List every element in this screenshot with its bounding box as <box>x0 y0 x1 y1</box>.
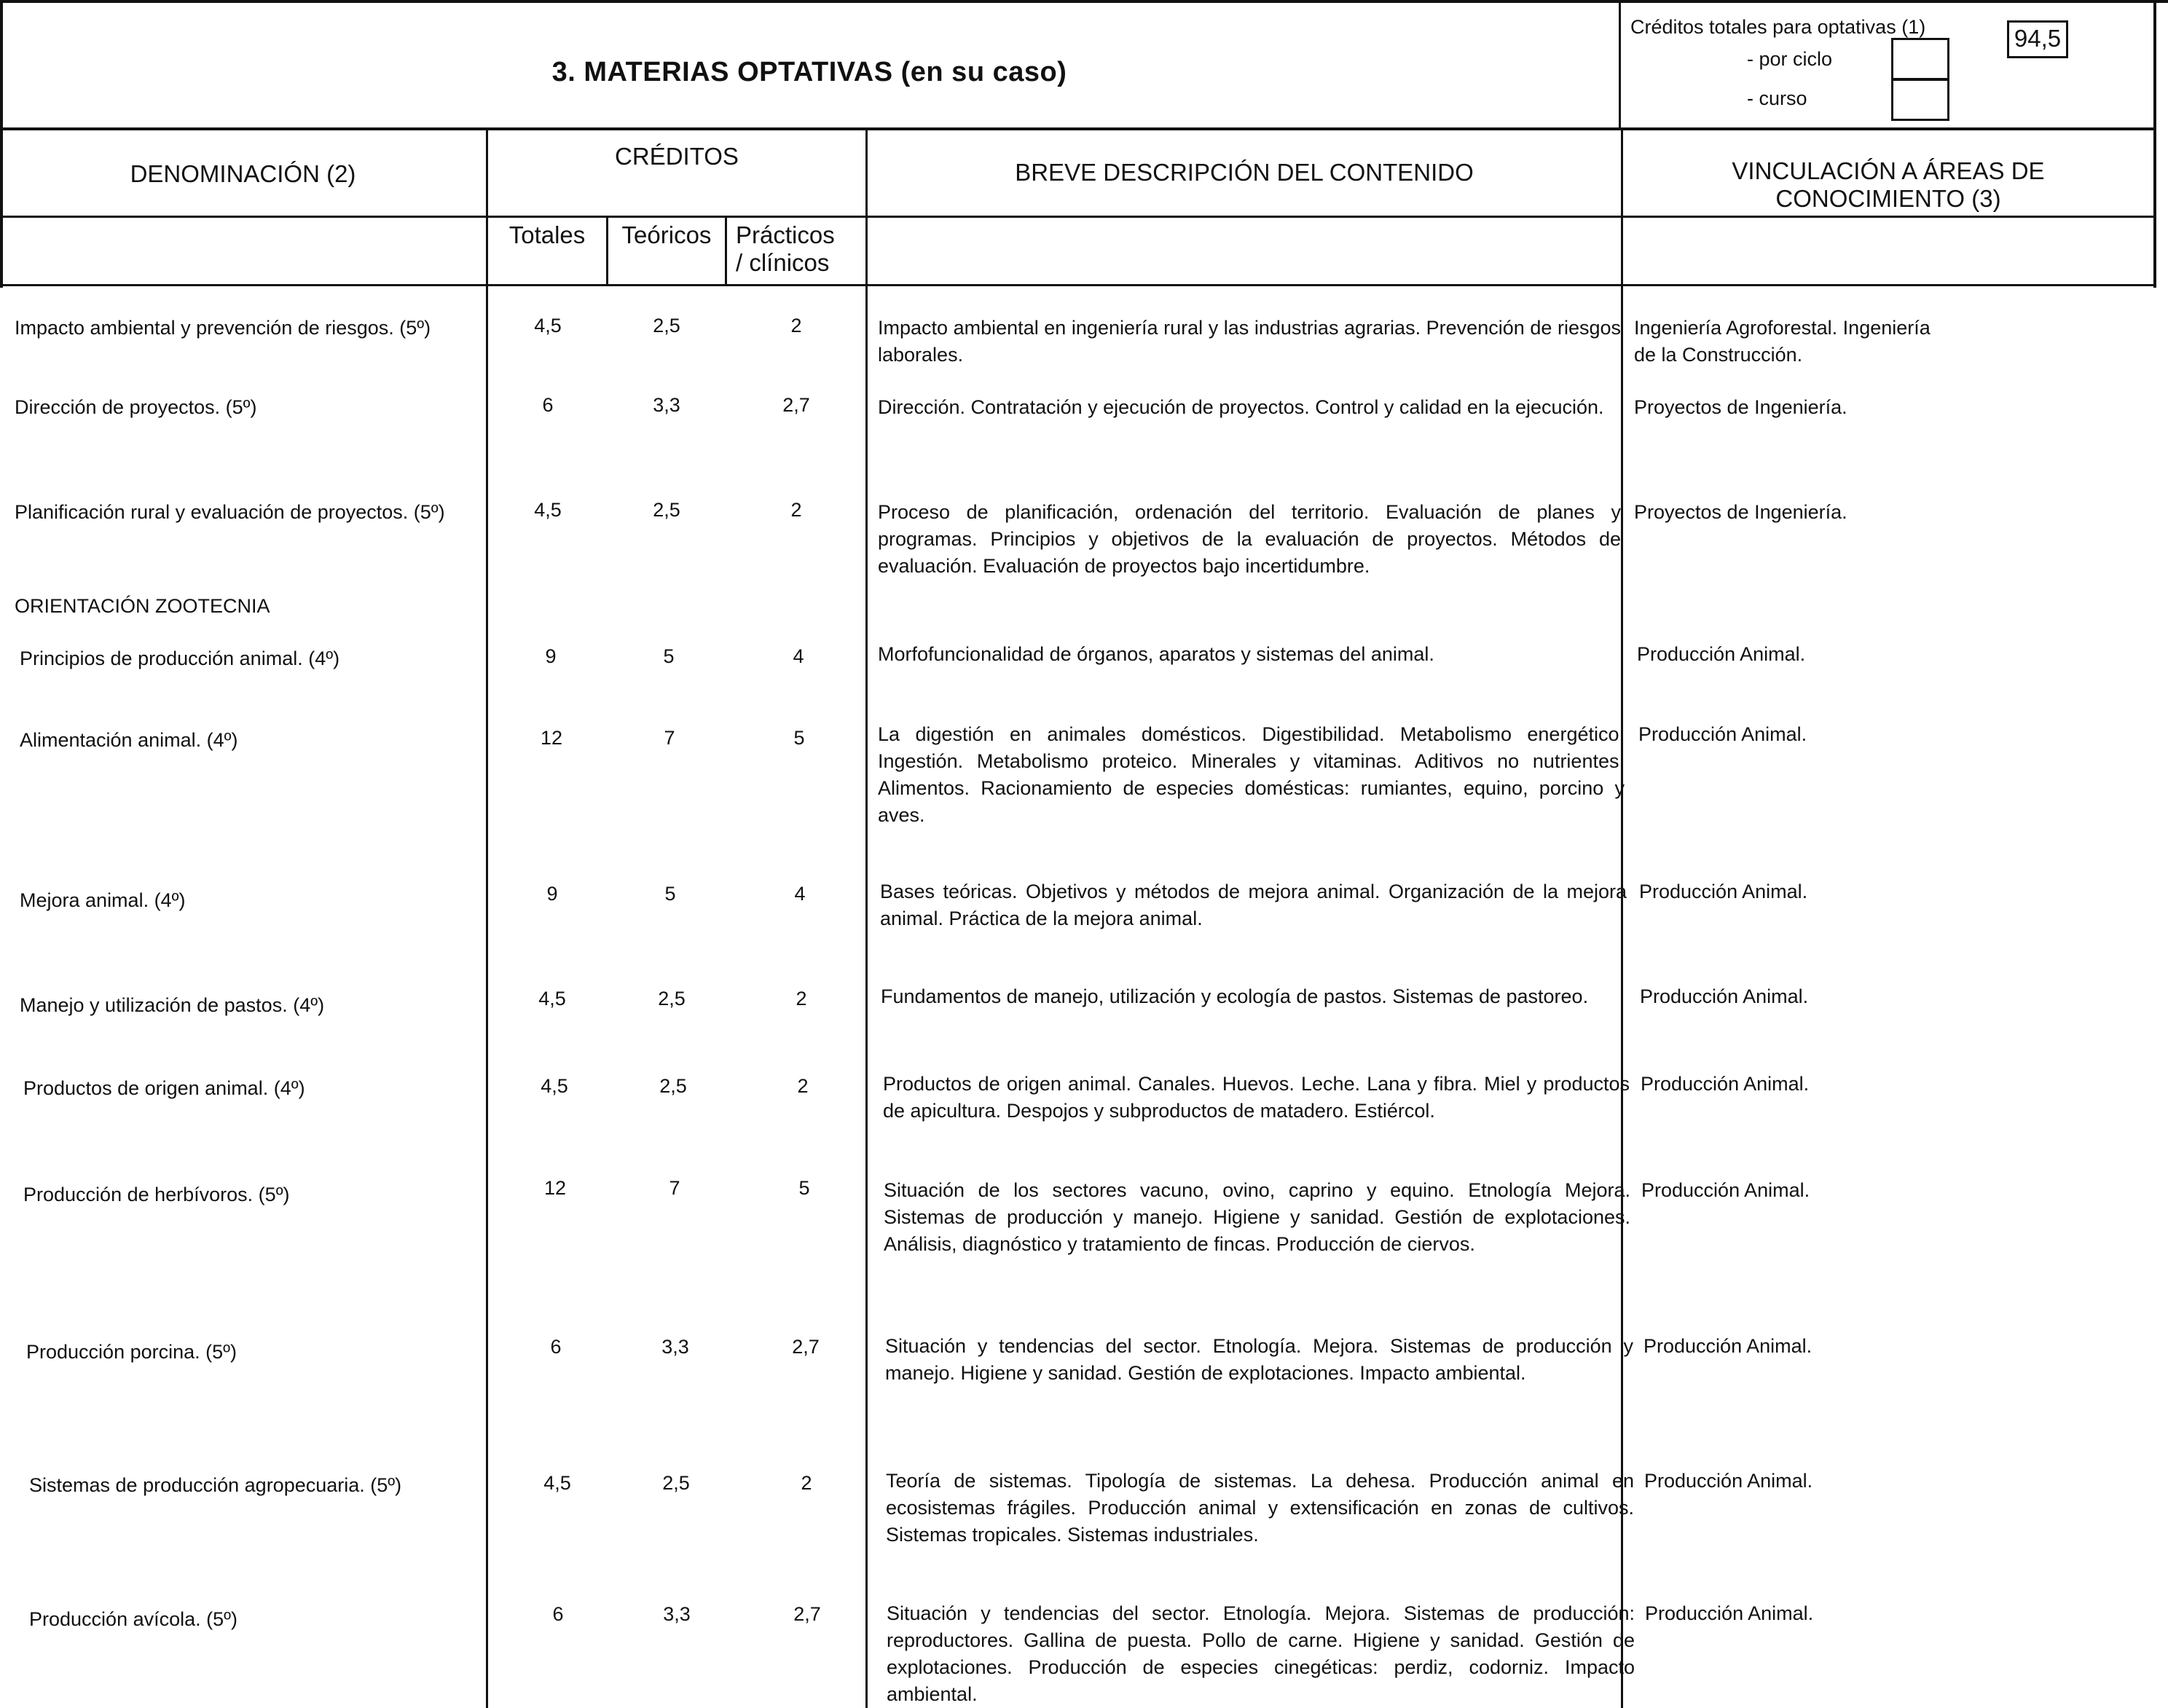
row-denominacion: Mejora animal. (4º) <box>20 889 186 911</box>
creditos-totales-label: Créditos totales para optativas (1) <box>1630 16 1926 38</box>
row-area: Producción Animal. <box>1639 881 1808 902</box>
row-totales: 9 <box>546 883 558 905</box>
row-totales: 6 <box>542 394 554 416</box>
col-divider-denominacion <box>486 130 488 1708</box>
row-teoricos: 5 <box>663 645 675 667</box>
row-area: Ingeniería Agroforestal. Ingeniería de la Construcción. <box>1634 317 1931 366</box>
row-area: Producción Animal. <box>1641 1073 1810 1095</box>
left-border <box>0 0 3 288</box>
row-descripcion: Impacto ambiental en ingeniería rural y las industrias agrarias. Prevención de riesgos laborales. <box>878 317 1621 366</box>
row-practicos: 2 <box>790 315 802 337</box>
row-denominacion: Sistemas de producción agropecuaria. (5º) <box>29 1474 402 1496</box>
row-descripcion: Bases teóricas. Objetivos y métodos de mejora animal. Organización de la mejora animal. Práctica de la mejora animal. <box>880 881 1627 929</box>
row-teoricos: 5 <box>664 883 676 905</box>
row-descripcion: Situación y tendencias del sector. Etnología. Mejora. Sistemas de producción: reproductores. Gallina de puesta. Pollo de carne. Higiene y sanidad. Gestión de explotaciones. Producción de especies cinegéticas: perdiz, codorniz. Impacto ambiental. <box>887 1602 1635 1705</box>
col-divider-teoricos <box>725 216 727 286</box>
row-teoricos: 3,3 <box>653 394 680 416</box>
row-practicos: 4 <box>794 883 806 905</box>
row-area: Producción Animal. <box>1643 1335 1812 1357</box>
right-border <box>2153 0 2156 288</box>
colhead-practicos-line2: / clínicos <box>736 249 830 276</box>
row-teoricos: 2,5 <box>659 1075 687 1097</box>
row-teoricos: 2,5 <box>653 499 680 521</box>
row-totales: 4,5 <box>534 315 562 337</box>
row-practicos: 2,7 <box>792 1336 820 1358</box>
row-totales: 4,5 <box>541 1075 568 1097</box>
row-denominacion: Productos de origen animal. (4º) <box>23 1077 305 1099</box>
curso-box <box>1891 79 1949 121</box>
row-area: Producción Animal. <box>1640 985 1809 1007</box>
row-descripcion: Productos de origen animal. Canales. Huevos. Leche. Lana y fibra. Miel y productos de apicultura. Despojos y subproductos de matadero. Estiércol. <box>883 1073 1630 1122</box>
colhead-vinculacion-line1: VINCULACIÓN A ÁREAS DE <box>1732 157 2045 184</box>
row-totales: 12 <box>540 727 563 749</box>
row-practicos: 2,7 <box>793 1603 821 1625</box>
row-descripcion: Teoría de sistemas. Tipología de sistemas. La dehesa. Producción animal en ecosistemas frágiles. Producción animal y extensificación en zonas de cultivos. Sistemas tropicales. Sistemas industriales. <box>886 1470 1634 1546</box>
row-teoricos: 7 <box>669 1177 680 1199</box>
colhead-totales: Totales <box>508 221 586 248</box>
row-totales: 4,5 <box>538 988 566 1010</box>
row-descripcion: Dirección. Contratación y ejecución de proyectos. Control y calidad en la ejecución. <box>878 396 1604 418</box>
row-area: Proyectos de Ingeniería. <box>1634 501 1847 523</box>
row-practicos: 4 <box>793 645 804 667</box>
row-teoricos: 2,5 <box>653 315 680 337</box>
colhead-denominacion: DENOMINACIÓN (2) <box>130 160 356 187</box>
row-area: Producción Animal. <box>1638 723 1807 745</box>
row-denominacion: Producción porcina. (5º) <box>26 1341 237 1363</box>
row-denominacion: Manejo y utilización de pastos. (4º) <box>20 994 325 1016</box>
row-teoricos: 2,5 <box>662 1472 690 1494</box>
row-denominacion: Principios de producción animal. (4º) <box>20 648 340 669</box>
row-descripcion: Morfofuncionalidad de órganos, aparatos y sistemas del animal. <box>878 643 1434 665</box>
row-practicos: 5 <box>798 1177 810 1199</box>
row-totales: 6 <box>552 1603 564 1625</box>
row-descripcion: Situación y tendencias del sector. Etnología. Mejora. Sistemas de producción y manejo. Higiene y sanidad. Gestión de explotaciones. Impacto ambiental. <box>885 1335 1633 1384</box>
row-denominacion: Dirección de proyectos. (5º) <box>15 396 257 418</box>
row-denominacion: Planificación rural y evaluación de proyectos. (5º) <box>15 501 445 523</box>
row-area: Producción Animal. <box>1637 643 1806 665</box>
row-teoricos: 3,3 <box>663 1603 691 1625</box>
row-denominacion: Impacto ambiental y prevención de riesgos. (5º) <box>15 317 431 339</box>
row-descripcion: Situación de los sectores vacuno, ovino, caprino y equino. Etnología Mejora. Sistemas de producción y manejo. Higiene y sanidad. Gestión de explotaciones. Análisis, diagnóstico y tratamiento de fincas. Producción de ciervos. <box>884 1179 1630 1255</box>
colhead-descripcion: BREVE DESCRIPCIÓN DEL CONTENIDO <box>1015 159 1474 186</box>
row-denominacion: Alimentación animal. (4º) <box>20 729 238 751</box>
row-denominacion: Producción de herbívoros. (5º) <box>23 1184 290 1205</box>
row-descripcion: Fundamentos de manejo, utilización y ecología de pastos. Sistemas de pastoreo. <box>881 985 1589 1007</box>
row-practicos: 2 <box>790 499 802 521</box>
row-area: Producción Animal. <box>1641 1179 1810 1201</box>
row-descripcion: La digestión en animales domésticos. Digestibilidad. Metabolismo energético. Ingestión. Metabolismo proteico. Minerales y vitaminas. Aditivos no nutrientes. Alimentos. Racionamiento de especies domésticas: rumiantes, equino, porcino y aves. <box>878 723 1625 826</box>
colhead-vinculacion-line2: CONOCIMIENTO (3) <box>1775 185 2001 212</box>
header-divider <box>1619 0 1621 130</box>
section-label: ORIENTACIÓN ZOOTECNIA <box>15 595 270 617</box>
page-title: 3. MATERIAS OPTATIVAS (en su caso) <box>551 57 1067 87</box>
row-practicos: 2 <box>797 1075 809 1097</box>
row-totales: 12 <box>543 1177 567 1199</box>
row-totales: 4,5 <box>543 1472 571 1494</box>
curso-label: - curso <box>1747 87 1807 109</box>
row-teoricos: 2,5 <box>658 988 686 1010</box>
header-bottom-border <box>0 127 2156 130</box>
row-totales: 9 <box>545 645 557 667</box>
row-descripcion: Proceso de planificación, ordenación del territorio. Evaluación de planes y programas. Principios y objetivos de la evaluación de proyectos. Métodos de evaluación. Evaluación de proyectos bajo incertidumbre. <box>878 501 1621 577</box>
colhead-teoricos: Teóricos <box>621 221 712 248</box>
colhead-creditos: CRÉDITOS <box>615 143 739 170</box>
top-border <box>0 0 2168 3</box>
row-totales: 4,5 <box>534 499 562 521</box>
por-ciclo-label: - por ciclo <box>1747 48 1833 70</box>
row-practicos: 2,7 <box>782 394 810 416</box>
col-divider-creditos <box>865 130 868 1708</box>
row-denominacion: Producción avícola. (5º) <box>29 1608 237 1630</box>
colhead-practicos-line1: Prácticos <box>736 221 835 248</box>
row-area: Producción Animal. <box>1644 1470 1813 1492</box>
total-value: 94,5 <box>2014 25 2062 52</box>
row-area: Producción Animal. <box>1645 1602 1814 1624</box>
colhead-bottom-border <box>0 216 2156 218</box>
row-practicos: 2 <box>801 1472 812 1494</box>
row-totales: 6 <box>550 1336 562 1358</box>
row-area: Proyectos de Ingeniería. <box>1634 396 1847 418</box>
row-teoricos: 3,3 <box>661 1336 689 1358</box>
subhead-bottom-border <box>0 284 2156 286</box>
row-teoricos: 7 <box>664 727 675 749</box>
row-practicos: 2 <box>796 988 807 1010</box>
row-practicos: 5 <box>793 727 805 749</box>
por-ciclo-box <box>1891 38 1949 80</box>
